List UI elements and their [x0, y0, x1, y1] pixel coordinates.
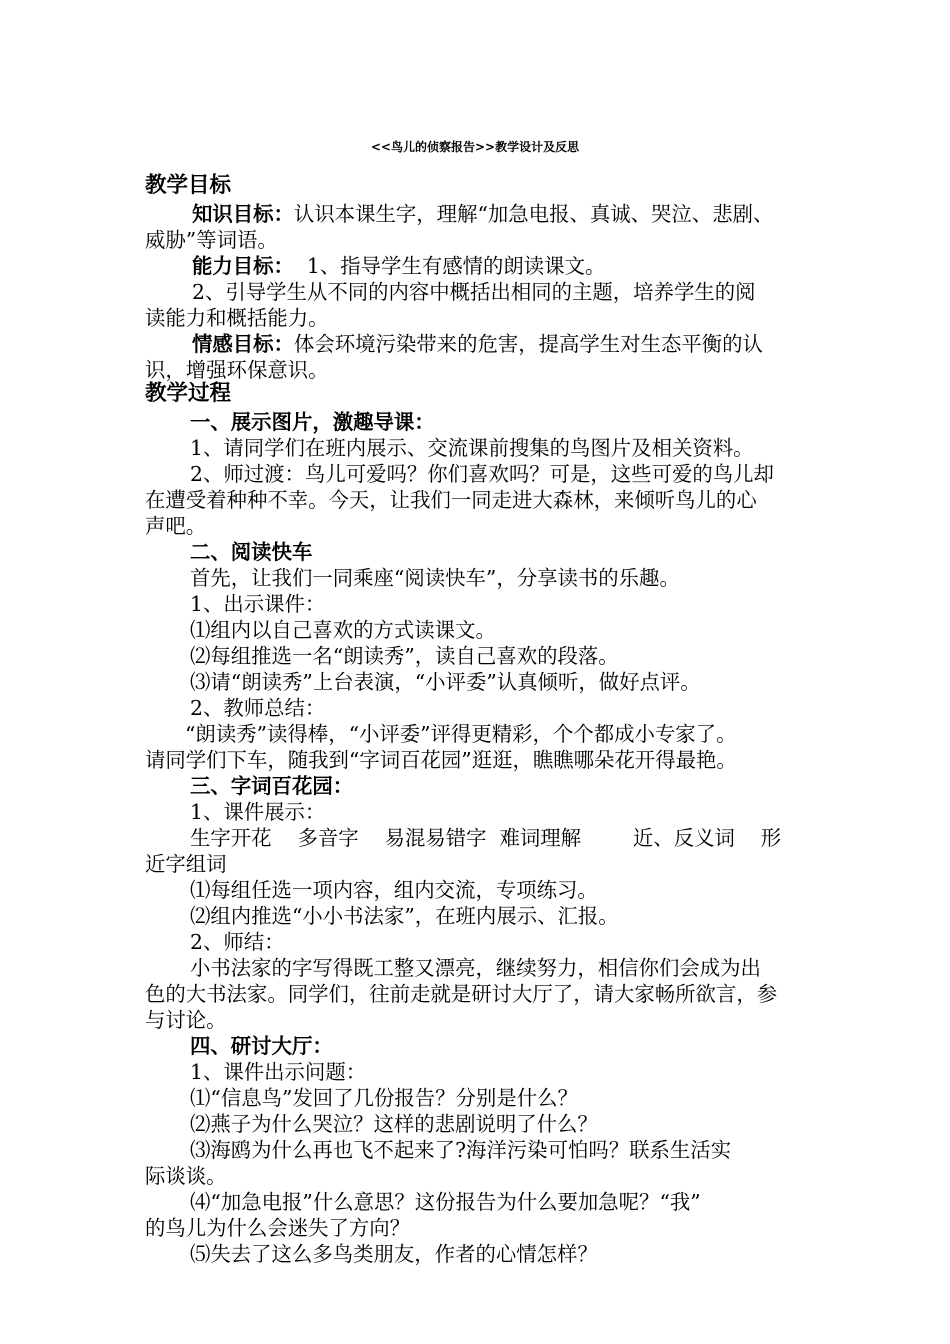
- section-heading-goals: 教学目标: [145, 173, 232, 198]
- ability-goal-2: 2、引导学生从不同的内容中概括出相同的主题，培养学生的阅: [192, 280, 756, 304]
- step-3-line-2: 生字开花 多音字 易混易错字 难词理解 近、反义词 形: [190, 826, 782, 850]
- step-2-line-1: 首先，让我们一同乘座“阅读快车”，分享读书的乐趣。: [190, 566, 680, 590]
- knowledge-goal-line: [192, 201, 773, 227]
- step-1-line-3: 在遭受着种种不幸。今天，让我们一同走进大森林，来倾听鸟儿的心: [145, 488, 757, 512]
- step-3-line-1: 1、课件展示：: [190, 800, 326, 824]
- step-4-line-5: 际谈谈。: [145, 1164, 227, 1188]
- step-4-line-1: 1、课件出示问题：: [190, 1060, 367, 1084]
- knowledge-goal-label: 知识目标：: [192, 202, 294, 226]
- step-3-line-4: ⑴每组任选一项内容，组内交流，专项练习。: [190, 878, 598, 902]
- step-4-line-4: ⑶海鸥为什么再也飞不起来了?海洋污染可怕吗？联系生活实: [190, 1138, 732, 1162]
- step-1-line-2: 2、师过渡：鸟儿可爱吗？你们喜欢吗？可是，这些可爱的鸟儿却: [190, 462, 774, 486]
- step-4-line-8: ⑸失去了这么多鸟类朋友，作者的心情怎样？: [190, 1242, 598, 1266]
- step-4-heading: 四、研讨大厅：: [190, 1034, 333, 1058]
- step-1-line-1: 1、请同学们在班内展示、交流课前搜集的鸟图片及相关资料。: [190, 436, 754, 460]
- step-3-line-6: 2、师结：: [190, 930, 285, 954]
- ability-goal-label: 能力目标：: [192, 254, 294, 278]
- step-4-line-2: ⑴“信息鸟”发回了几份报告？分别是什么？: [190, 1086, 578, 1110]
- step-2-line-4: ⑵每组推选一名“朗读秀”，读自己喜欢的段落。: [190, 644, 619, 668]
- step-2-line-6: 2、教师总结：: [190, 696, 326, 720]
- step-2-line-3: ⑴组内以自己喜欢的方式读课文。: [190, 618, 496, 642]
- ability-goal-2-cont: 读能力和概括能力。: [145, 306, 329, 330]
- step-2-line-5: ⑶请“朗读秀”上台表演，“小评委”认真倾听，做好点评。: [190, 670, 701, 694]
- step-1-line-4: 声吧。: [145, 514, 207, 538]
- emotion-goal-text-cont: 识，增强环保意识。: [145, 358, 329, 382]
- step-3-heading: 三、字词百花园：: [190, 774, 354, 798]
- step-2-heading: 二、阅读快车: [190, 540, 313, 564]
- step-2-line-2: 1、出示课件：: [190, 592, 326, 616]
- document-title: <<鸟儿的侦察报告>>教学设计及反思: [370, 140, 580, 154]
- ability-goal-text: 1、指导学生有感情的朗读课文。: [293, 254, 606, 278]
- emotion-goal-line: [192, 331, 763, 357]
- step-3-line-7: 小书法家的字写得既工整又漂亮，继续努力，相信你们会成为出: [190, 956, 761, 980]
- emotion-goal-text: 体会环境污染带来的危害，提高学生对生态平衡的认: [293, 332, 763, 356]
- step-3-line-8: 色的大书法家。同学们，往前走就是研讨大厅了，请大家畅所欲言，参: [145, 982, 778, 1006]
- knowledge-goal-text: 认识本课生字，理解“加急电报、真诚、哭泣、悲剧、: [293, 202, 774, 226]
- step-3-line-9: 与讨论。: [145, 1008, 227, 1032]
- step-4-line-7: 的鸟儿为什么会迷失了方向？: [145, 1216, 411, 1240]
- step-3-line-3: 近字组词: [145, 852, 227, 876]
- ability-goal-line: [192, 253, 605, 279]
- knowledge-goal-text-cont: 威胁”等词语。: [145, 228, 278, 252]
- step-4-line-6: ⑷“加急电报”什么意思？这份报告为什么要加急呢？“我”: [190, 1190, 701, 1214]
- section-heading-process: 教学过程: [145, 381, 232, 406]
- emotion-goal-label: 情感目标：: [192, 332, 294, 356]
- step-2-line-7: “朗读秀”读得棒，“小评委”评得更精彩，个个都成小专家了。: [185, 722, 737, 746]
- step-2-line-8: 请同学们下车，随我到“字词百花园”逛逛，瞧瞧哪朵花开得最艳。: [145, 748, 737, 772]
- step-4-line-3: ⑵燕子为什么哭泣？这样的悲剧说明了什么？: [190, 1112, 598, 1136]
- step-3-line-5: ⑵组内推选“小小书法家”，在班内展示、汇报。: [190, 904, 619, 928]
- step-1-heading: 一、展示图片，激趣导课：: [190, 410, 435, 434]
